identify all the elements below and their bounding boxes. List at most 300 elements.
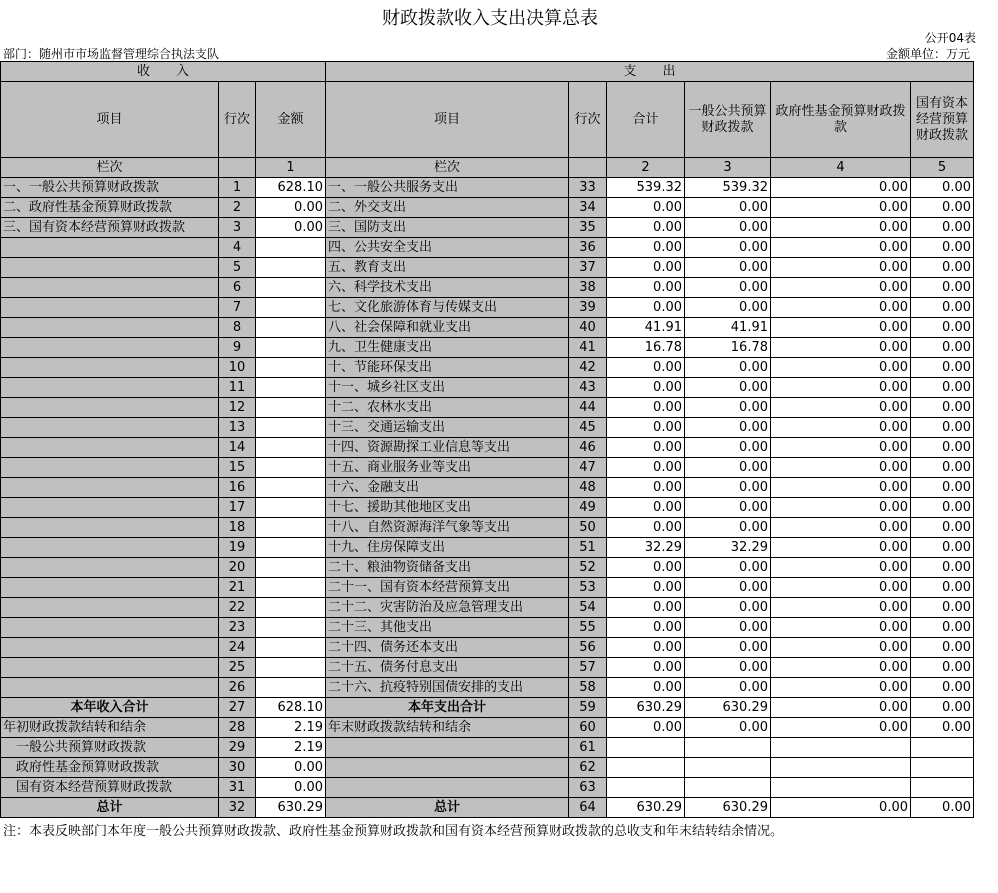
expense-total: 0.00 <box>607 258 685 278</box>
table-row <box>1 478 974 498</box>
expense-state: 0.00 <box>911 798 974 818</box>
income-row-no: 6 <box>219 278 256 298</box>
table-row <box>1 718 974 738</box>
state-capital-header: 国有资本经营预算财政拨款 <box>911 82 974 158</box>
expense-item: 十三、交通运输支出 <box>326 418 569 438</box>
expense-total <box>607 778 685 798</box>
expense-row-no: 45 <box>569 418 607 438</box>
income-item: 本年收入合计 <box>1 698 219 718</box>
expense-item: 总计 <box>326 798 569 818</box>
table-row <box>1 638 974 658</box>
expense-row-no: 62 <box>569 758 607 778</box>
expense-fund: 0.00 <box>771 258 911 278</box>
expense-total: 0.00 <box>607 638 685 658</box>
colno-2: 2 <box>607 158 685 178</box>
expense-fund: 0.00 <box>771 198 911 218</box>
expense-item: 十九、住房保障支出 <box>326 538 569 558</box>
expense-total: 0.00 <box>607 418 685 438</box>
colno-5: 5 <box>911 158 974 178</box>
table-row <box>1 538 974 558</box>
expense-fund: 0.00 <box>771 558 911 578</box>
expense-total: 0.00 <box>607 238 685 258</box>
expense-state: 0.00 <box>911 438 974 458</box>
expense-item: 十四、资源勘探工业信息等支出 <box>326 438 569 458</box>
expense-item: 年末财政拨款结转和结余 <box>326 718 569 738</box>
expense-general: 32.29 <box>685 538 771 558</box>
expense-row-no: 58 <box>569 678 607 698</box>
income-amount <box>256 518 326 538</box>
income-amount-header: 金额 <box>256 82 326 158</box>
expense-item: 八、社会保障和就业支出 <box>326 318 569 338</box>
table-row <box>1 458 974 478</box>
expense-fund: 0.00 <box>771 418 911 438</box>
expense-item: 六、科学技术支出 <box>326 278 569 298</box>
expense-item: 十、节能环保支出 <box>326 358 569 378</box>
table-row <box>1 178 974 198</box>
expense-fund <box>771 778 911 798</box>
expense-item: 三、国防支出 <box>326 218 569 238</box>
income-item <box>1 598 219 618</box>
income-item <box>1 458 219 478</box>
expense-general: 630.29 <box>685 698 771 718</box>
expense-fund: 0.00 <box>771 478 911 498</box>
expense-state: 0.00 <box>911 718 974 738</box>
expense-item: 九、卫生健康支出 <box>326 338 569 358</box>
income-item: 三、国有资本经营预算财政拨款 <box>1 218 219 238</box>
expense-item: 二、外交支出 <box>326 198 569 218</box>
expense-item: 四、公共安全支出 <box>326 238 569 258</box>
expense-row-no: 52 <box>569 558 607 578</box>
table-row <box>1 278 974 298</box>
expense-row-no: 33 <box>569 178 607 198</box>
income-row-no: 31 <box>219 778 256 798</box>
expense-state: 0.00 <box>911 498 974 518</box>
expense-fund: 0.00 <box>771 518 911 538</box>
department-label: 部门：随州市市场监督管理综合执法支队 <box>3 47 220 61</box>
income-amount: 0.00 <box>256 198 326 218</box>
expense-fund: 0.00 <box>771 238 911 258</box>
expense-general: 41.91 <box>685 318 771 338</box>
expense-row-no: 50 <box>569 518 607 538</box>
table-row <box>1 438 974 458</box>
expense-row-no: 54 <box>569 598 607 618</box>
expense-general <box>685 778 771 798</box>
income-row-no: 21 <box>219 578 256 598</box>
expense-fund <box>771 738 911 758</box>
income-amount <box>256 278 326 298</box>
expense-general: 0.00 <box>685 198 771 218</box>
income-row-header: 行次 <box>219 82 256 158</box>
expense-fund: 0.00 <box>771 578 911 598</box>
income-item <box>1 678 219 698</box>
expense-fund: 0.00 <box>771 638 911 658</box>
income-amount <box>256 578 326 598</box>
income-amount <box>256 658 326 678</box>
income-item <box>1 238 219 258</box>
table-row <box>1 618 974 638</box>
expense-total: 0.00 <box>607 438 685 458</box>
colno-label: 栏次 <box>1 158 219 178</box>
colno-1: 1 <box>256 158 326 178</box>
table-row <box>1 198 974 218</box>
expense-item: 五、教育支出 <box>326 258 569 278</box>
income-row-no: 19 <box>219 538 256 558</box>
footnote: 注：本表反映部门本年度一般公共预算财政拨款、政府性基金预算财政拨款和国有资本经营预算财政拨款的总收支和年末结转结余情况。 <box>3 824 784 839</box>
expense-total: 0.00 <box>607 198 685 218</box>
expense-fund: 0.00 <box>771 178 911 198</box>
expense-row-no: 61 <box>569 738 607 758</box>
income-row-no: 1 <box>219 178 256 198</box>
colno-cell-2 <box>569 158 607 178</box>
income-item <box>1 558 219 578</box>
expense-fund: 0.00 <box>771 698 911 718</box>
income-row-no: 23 <box>219 618 256 638</box>
expense-general: 539.32 <box>685 178 771 198</box>
expense-row-no: 35 <box>569 218 607 238</box>
expense-general: 0.00 <box>685 398 771 418</box>
income-amount <box>256 538 326 558</box>
table-row <box>1 318 974 338</box>
expense-total: 0.00 <box>607 598 685 618</box>
expense-row-no: 51 <box>569 538 607 558</box>
expense-state: 0.00 <box>911 558 974 578</box>
expense-general: 0.00 <box>685 618 771 638</box>
income-amount <box>256 678 326 698</box>
expense-row-no: 37 <box>569 258 607 278</box>
expense-item <box>326 778 569 798</box>
expense-item-header: 项目 <box>326 82 569 158</box>
income-item <box>1 398 219 418</box>
income-item <box>1 318 219 338</box>
expense-item: 二十、粮油物资储备支出 <box>326 558 569 578</box>
expense-item: 七、文化旅游体育与传媒支出 <box>326 298 569 318</box>
table-row <box>1 338 974 358</box>
expense-state: 0.00 <box>911 218 974 238</box>
expense-row-no: 44 <box>569 398 607 418</box>
income-amount: 630.29 <box>256 798 326 818</box>
expense-total: 630.29 <box>607 798 685 818</box>
income-row-no: 10 <box>219 358 256 378</box>
income-amount: 2.19 <box>256 738 326 758</box>
expense-state: 0.00 <box>911 398 974 418</box>
expense-state: 0.00 <box>911 598 974 618</box>
income-amount: 628.10 <box>256 698 326 718</box>
table-row <box>1 298 974 318</box>
expense-total: 16.78 <box>607 338 685 358</box>
expense-state: 0.00 <box>911 458 974 478</box>
income-amount <box>256 298 326 318</box>
table-row <box>1 698 974 718</box>
expense-fund: 0.00 <box>771 358 911 378</box>
income-row-no: 30 <box>219 758 256 778</box>
income-amount: 628.10 <box>256 178 326 198</box>
expense-item: 十五、商业服务业等支出 <box>326 458 569 478</box>
table-row <box>1 238 974 258</box>
income-row-no: 15 <box>219 458 256 478</box>
general-budget-header: 一般公共预算财政拨款 <box>685 82 771 158</box>
expense-row-no: 40 <box>569 318 607 338</box>
expense-row-no: 49 <box>569 498 607 518</box>
income-item: 国有资本经营预算财政拨款 <box>1 778 219 798</box>
income-row-no: 17 <box>219 498 256 518</box>
expense-state: 0.00 <box>911 378 974 398</box>
expense-total: 0.00 <box>607 378 685 398</box>
expense-total: 0.00 <box>607 358 685 378</box>
income-item <box>1 538 219 558</box>
income-row-no: 29 <box>219 738 256 758</box>
expense-total: 0.00 <box>607 478 685 498</box>
table-row <box>1 518 974 538</box>
income-item <box>1 618 219 638</box>
expense-state: 0.00 <box>911 358 974 378</box>
expense-state: 0.00 <box>911 278 974 298</box>
expense-fund: 0.00 <box>771 398 911 418</box>
income-item: 总计 <box>1 798 219 818</box>
income-amount <box>256 318 326 338</box>
expense-item: 二十五、债务付息支出 <box>326 658 569 678</box>
expense-row-no: 43 <box>569 378 607 398</box>
expense-row-no: 42 <box>569 358 607 378</box>
expense-row-no: 59 <box>569 698 607 718</box>
income-amount <box>256 338 326 358</box>
income-amount <box>256 458 326 478</box>
colno-4: 4 <box>771 158 911 178</box>
expense-total: 41.91 <box>607 318 685 338</box>
income-amount <box>256 358 326 378</box>
income-row-no: 28 <box>219 718 256 738</box>
expense-total: 0.00 <box>607 618 685 638</box>
income-item <box>1 498 219 518</box>
income-row-no: 14 <box>219 438 256 458</box>
expense-fund: 0.00 <box>771 318 911 338</box>
income-row-no: 13 <box>219 418 256 438</box>
income-item: 一、一般公共预算财政拨款 <box>1 178 219 198</box>
income-row-no: 4 <box>219 238 256 258</box>
expense-item: 十六、金融支出 <box>326 478 569 498</box>
expense-item: 二十三、其他支出 <box>326 618 569 638</box>
expense-item: 十七、援助其他地区支出 <box>326 498 569 518</box>
expense-state: 0.00 <box>911 678 974 698</box>
income-row-no: 3 <box>219 218 256 238</box>
colno-3: 3 <box>685 158 771 178</box>
expense-fund: 0.00 <box>771 298 911 318</box>
expense-total: 539.32 <box>607 178 685 198</box>
budget-table <box>0 61 974 818</box>
expense-fund: 0.00 <box>771 458 911 478</box>
expense-state: 0.00 <box>911 578 974 598</box>
expense-fund: 0.00 <box>771 658 911 678</box>
table-row <box>1 378 974 398</box>
table-row <box>1 778 974 798</box>
expense-fund: 0.00 <box>771 218 911 238</box>
expense-item: 十八、自然资源海洋气象等支出 <box>326 518 569 538</box>
expense-state: 0.00 <box>911 638 974 658</box>
expense-item <box>326 758 569 778</box>
expense-general: 0.00 <box>685 418 771 438</box>
income-amount <box>256 438 326 458</box>
expense-general: 0.00 <box>685 638 771 658</box>
table-row <box>1 758 974 778</box>
expense-state: 0.00 <box>911 238 974 258</box>
income-item <box>1 518 219 538</box>
expense-state: 0.00 <box>911 198 974 218</box>
expense-general: 0.00 <box>685 258 771 278</box>
expense-general: 0.00 <box>685 718 771 738</box>
expense-total: 0.00 <box>607 718 685 738</box>
expense-row-no: 56 <box>569 638 607 658</box>
expense-fund: 0.00 <box>771 438 911 458</box>
income-amount <box>256 478 326 498</box>
expense-total: 0.00 <box>607 518 685 538</box>
income-row-no: 7 <box>219 298 256 318</box>
expense-item: 二十二、灾害防治及应急管理支出 <box>326 598 569 618</box>
expense-general <box>685 758 771 778</box>
income-row-no: 8 <box>219 318 256 338</box>
income-item <box>1 438 219 458</box>
expense-state: 0.00 <box>911 338 974 358</box>
expense-general: 0.00 <box>685 498 771 518</box>
expense-state: 0.00 <box>911 178 974 198</box>
income-row-no: 16 <box>219 478 256 498</box>
expense-row-no: 63 <box>569 778 607 798</box>
expense-total <box>607 738 685 758</box>
income-amount: 0.00 <box>256 778 326 798</box>
income-item <box>1 278 219 298</box>
expense-row-no: 46 <box>569 438 607 458</box>
income-amount <box>256 638 326 658</box>
expense-state: 0.00 <box>911 478 974 498</box>
expense-general: 0.00 <box>685 298 771 318</box>
income-item: 政府性基金预算财政拨款 <box>1 758 219 778</box>
expense-row-no: 53 <box>569 578 607 598</box>
expense-total <box>607 758 685 778</box>
expense-state: 0.00 <box>911 518 974 538</box>
expense-total: 0.00 <box>607 218 685 238</box>
income-item <box>1 258 219 278</box>
table-row <box>1 738 974 758</box>
expense-item: 二十六、抗疫特别国债安排的支出 <box>326 678 569 698</box>
table-row <box>1 558 974 578</box>
expense-fund: 0.00 <box>771 798 911 818</box>
table-row <box>1 258 974 278</box>
income-item <box>1 478 219 498</box>
expense-general: 630.29 <box>685 798 771 818</box>
income-amount: 0.00 <box>256 758 326 778</box>
page-title: 财政拨款收入支出决算总表 <box>382 8 598 29</box>
income-row-no: 9 <box>219 338 256 358</box>
expense-item <box>326 738 569 758</box>
table-row <box>1 398 974 418</box>
income-row-no: 20 <box>219 558 256 578</box>
expense-total: 0.00 <box>607 278 685 298</box>
income-row-no: 26 <box>219 678 256 698</box>
income-amount <box>256 558 326 578</box>
expense-general: 16.78 <box>685 338 771 358</box>
table-row <box>1 498 974 518</box>
table-row <box>1 798 974 818</box>
expense-item: 十一、城乡社区支出 <box>326 378 569 398</box>
expense-general: 0.00 <box>685 478 771 498</box>
expense-item: 一、一般公共服务支出 <box>326 178 569 198</box>
expense-general: 0.00 <box>685 678 771 698</box>
expense-row-no: 57 <box>569 658 607 678</box>
expense-state: 0.00 <box>911 658 974 678</box>
income-amount <box>256 598 326 618</box>
expense-total: 630.29 <box>607 698 685 718</box>
income-amount <box>256 498 326 518</box>
expense-fund: 0.00 <box>771 538 911 558</box>
income-row-no: 24 <box>219 638 256 658</box>
expense-general: 0.00 <box>685 458 771 478</box>
expense-row-no: 34 <box>569 198 607 218</box>
expense-general: 0.00 <box>685 378 771 398</box>
expense-general: 0.00 <box>685 578 771 598</box>
income-row-no: 25 <box>219 658 256 678</box>
expense-state: 0.00 <box>911 318 974 338</box>
expense-general: 0.00 <box>685 658 771 678</box>
unit-label: 金额单位：万元 <box>885 47 970 61</box>
table-row <box>1 678 974 698</box>
expense-total: 32.29 <box>607 538 685 558</box>
income-row-no: 22 <box>219 598 256 618</box>
expense-general: 0.00 <box>685 358 771 378</box>
colno-cell <box>219 158 256 178</box>
income-item <box>1 338 219 358</box>
expense-row-no: 36 <box>569 238 607 258</box>
income-row-no: 27 <box>219 698 256 718</box>
income-header: 收 入 <box>1 62 326 82</box>
expense-total: 0.00 <box>607 298 685 318</box>
income-item <box>1 658 219 678</box>
expense-state: 0.00 <box>911 538 974 558</box>
expense-row-no: 60 <box>569 718 607 738</box>
expense-row-no: 55 <box>569 618 607 638</box>
expense-state: 0.00 <box>911 418 974 438</box>
income-amount <box>256 418 326 438</box>
expense-state <box>911 738 974 758</box>
table-code: 公开04表 <box>924 31 976 45</box>
expense-state <box>911 758 974 778</box>
expense-state: 0.00 <box>911 618 974 638</box>
total-header: 合计 <box>607 82 685 158</box>
table-row <box>1 598 974 618</box>
expense-item: 二十一、国有资本经营预算支出 <box>326 578 569 598</box>
income-row-no: 5 <box>219 258 256 278</box>
table-row <box>1 578 974 598</box>
expense-fund <box>771 758 911 778</box>
income-item <box>1 418 219 438</box>
expense-total: 0.00 <box>607 458 685 478</box>
income-row-no: 18 <box>219 518 256 538</box>
expense-general: 0.00 <box>685 518 771 538</box>
income-row-no: 11 <box>219 378 256 398</box>
expense-total: 0.00 <box>607 558 685 578</box>
expense-total: 0.00 <box>607 678 685 698</box>
income-item <box>1 638 219 658</box>
expense-fund: 0.00 <box>771 498 911 518</box>
expense-general: 0.00 <box>685 278 771 298</box>
expense-state: 0.00 <box>911 298 974 318</box>
table-row <box>1 218 974 238</box>
income-item <box>1 378 219 398</box>
table-row <box>1 418 974 438</box>
expense-general <box>685 738 771 758</box>
income-amount: 2.19 <box>256 718 326 738</box>
expense-row-no: 64 <box>569 798 607 818</box>
expense-total: 0.00 <box>607 498 685 518</box>
income-item <box>1 358 219 378</box>
expense-row-header: 行次 <box>569 82 607 158</box>
